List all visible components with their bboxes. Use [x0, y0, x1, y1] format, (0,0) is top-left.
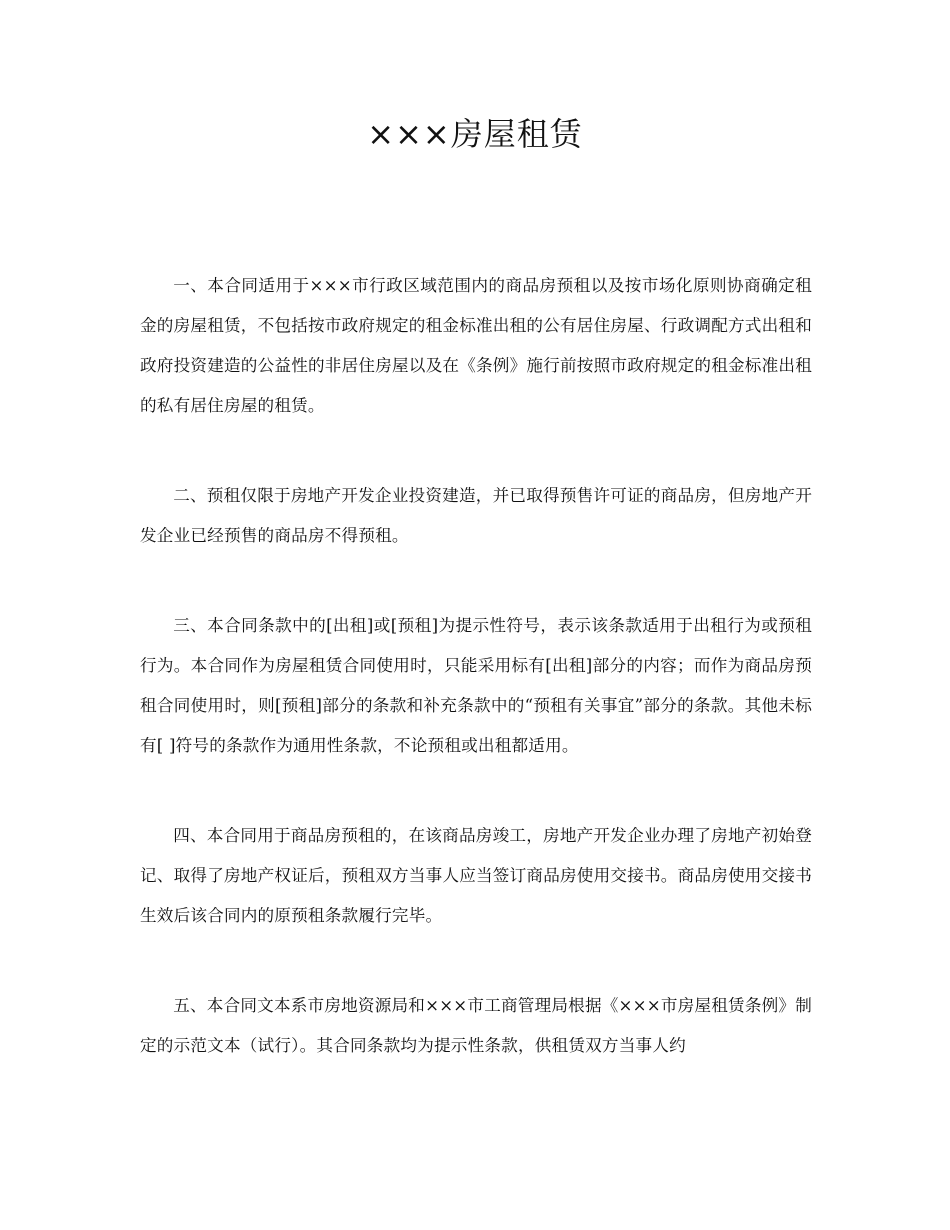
- paragraph-5: 五、本合同文本系市房地资源局和×××市工商管理局根据《×××市房屋租赁条例》制定的示范文本（试行）。其合同条款均为提示性条款，供租赁双方当事人约: [140, 996, 813, 1055]
- paragraph-2: 二、预租仅限于房地产开发企业投资建造，并已取得预售许可证的商品房，但房地产开发企业已经预售的商品房不得预租。: [140, 486, 812, 545]
- document-body: [140, 266, 812, 1116]
- paragraph-4: 四、本合同用于商品房预租的，在该商品房竣工，房地产开发企业办理了房地产初始登记、取得了房地产权证后，预租双方当事人应当签订商品房使用交接书。商品房使用交接书生效后该合同内的原预租条款履行完毕。: [140, 826, 812, 925]
- paragraph-3: 三、本合同条款中的[出租]或[预租]为提示性符号，表示该条款适用于出租行为或预租行为。本合同作为房屋租赁合同使用时，只能采用标有[出租]部分的内容；而作为商品房预租合同使用时，则[预租]部分的条款和补充条款中的“预租有关事宜”部分的条款。其他未标有[ ]符号的条款作为通用性条款，不论预租或出租都适用。: [140, 616, 812, 755]
- paragraph-1: 一、本合同适用于×××市行政区域范围内的商品房预租以及按市场化原则协商确定租金的房屋租赁，不包括按市政府规定的租金标准出租的公有居住房屋、行政调配方式出租和政府投资建造的公益性的非居住房屋以及在《条例》施行前按照市政府规定的租金标准出租的私有居住房屋的租赁。: [140, 276, 812, 415]
- document-title: ×××房屋租赁: [367, 115, 583, 153]
